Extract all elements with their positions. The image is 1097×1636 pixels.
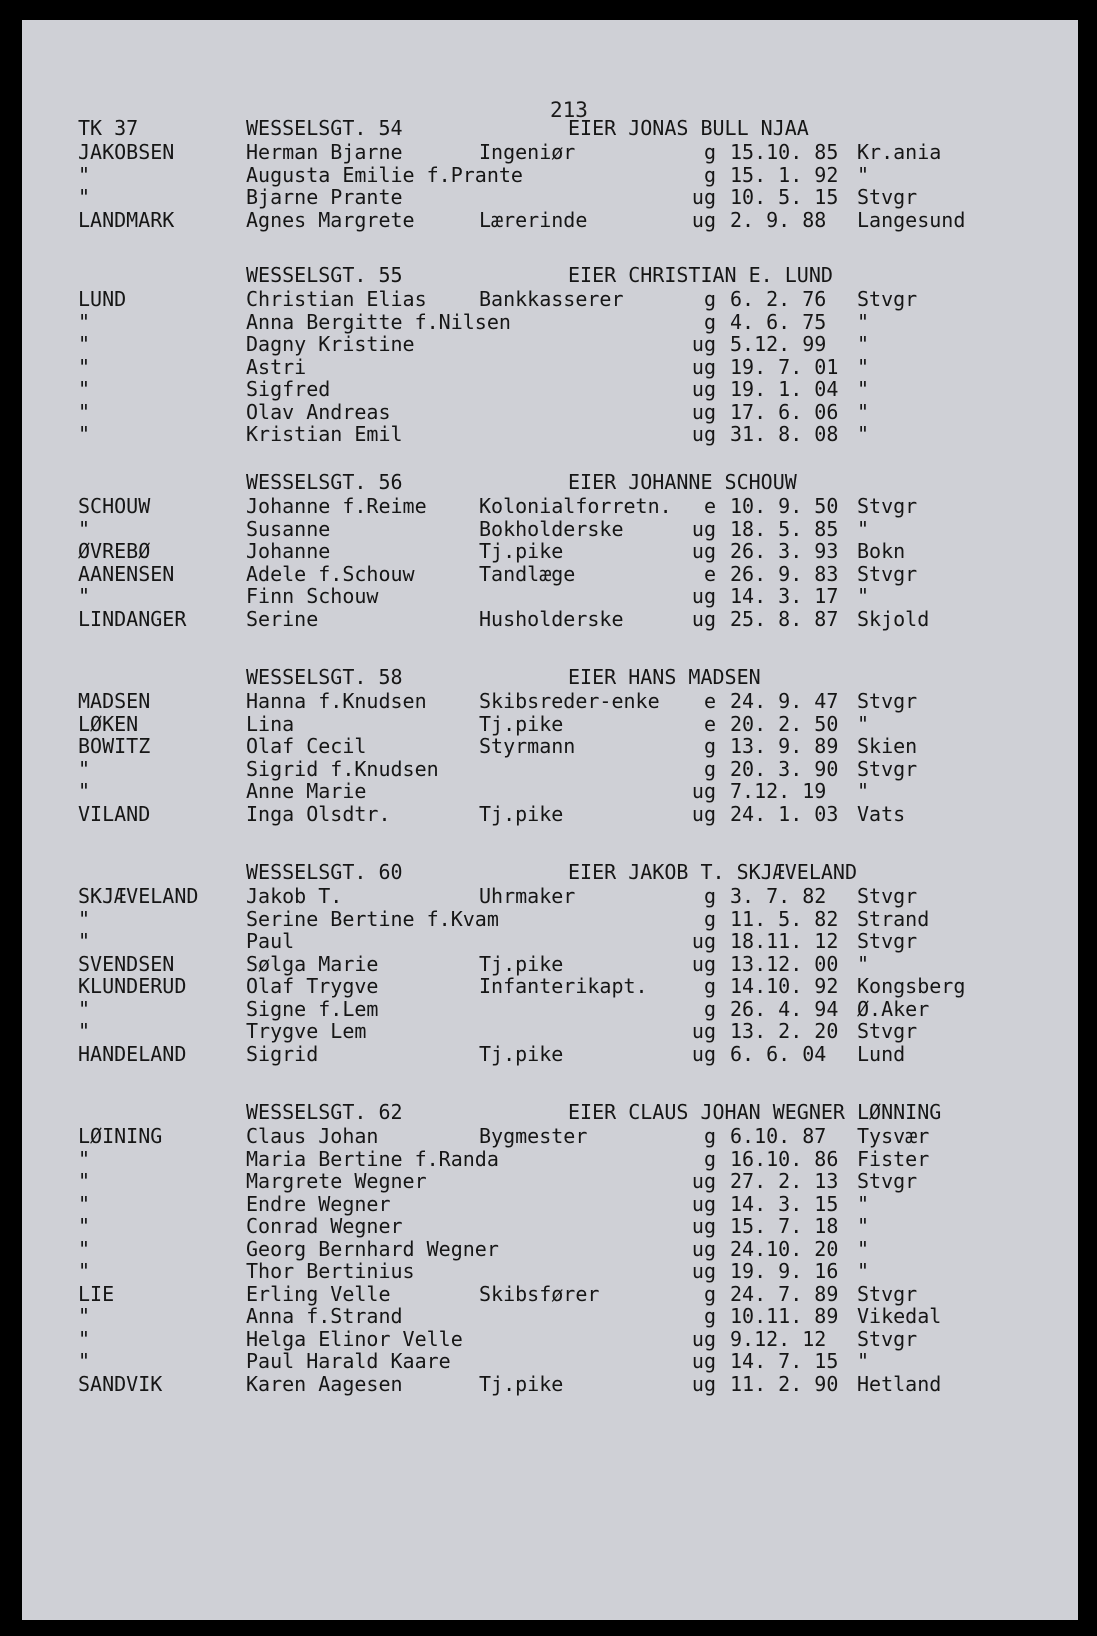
- occupation: Uhrmaker: [479, 884, 576, 908]
- street-header: [22, 263, 1078, 287]
- street-header: [22, 665, 1078, 689]
- surname: ": [78, 1191, 91, 1216]
- occupation: Bygmester: [479, 1124, 588, 1148]
- resident-row: [22, 287, 1078, 311]
- surname: ": [78, 354, 91, 379]
- birth-place: ": [857, 584, 870, 608]
- given-name: Inga Olsdtr.: [246, 801, 391, 826]
- birth-date: 16.10. 86: [730, 1146, 839, 1171]
- birth-date: 6. 6. 04: [730, 1041, 827, 1066]
- birth-date: 14.10. 92: [730, 974, 839, 998]
- occupation: Kolonialforretn.: [479, 494, 672, 518]
- surname: HANDELAND: [78, 1041, 187, 1066]
- birth-place: ": [857, 516, 870, 541]
- birth-place: Vikedal: [857, 1304, 942, 1328]
- surname: ": [78, 756, 91, 781]
- surname: ": [78, 1326, 91, 1351]
- given-name: Bjarne Prante: [246, 185, 403, 209]
- surname: LØINING: [78, 1124, 163, 1148]
- birth-date: 9.12. 12: [730, 1326, 827, 1351]
- given-name: Astri: [246, 354, 307, 379]
- surname: ": [78, 1304, 91, 1328]
- property-owner: EIER CHRISTIAN E. LUND: [568, 263, 833, 287]
- birth-date: 13. 9. 89: [730, 734, 839, 758]
- given-name: Lina: [246, 711, 295, 736]
- street-header: [22, 470, 1078, 494]
- birth-date: 5.12. 99: [730, 332, 827, 356]
- surname: LUND: [78, 287, 127, 311]
- surname: SVENDSEN: [78, 951, 175, 976]
- resident-row: [22, 539, 1078, 563]
- given-name: Sigfred: [246, 377, 331, 401]
- birth-place: ": [857, 309, 870, 334]
- resident-row: [22, 779, 1078, 803]
- occupation: Skibsfører: [479, 1281, 600, 1306]
- given-name: Endre Wegner: [246, 1191, 391, 1216]
- resident-row: [22, 712, 1078, 736]
- given-name: Finn Schouw: [246, 584, 379, 608]
- given-name: Trygve Lem: [246, 1019, 367, 1043]
- birth-date: 7.12. 19: [730, 779, 827, 803]
- birth-place: Ø.Aker: [857, 996, 930, 1021]
- birth-date: 19. 7. 01: [730, 354, 839, 379]
- given-name: Johanne: [246, 539, 331, 563]
- birth-place: ": [857, 951, 870, 976]
- surname: LANDMARK: [78, 207, 175, 232]
- birth-place: ": [857, 1236, 870, 1261]
- street-address: WESSELSGT. 54: [246, 116, 403, 140]
- property-owner: EIER JAKOB T. SKJÆVELAND: [568, 860, 857, 884]
- marital-status: g: [703, 1281, 716, 1306]
- given-name: Anne Marie: [246, 779, 367, 803]
- birth-place: Stvgr: [857, 561, 918, 586]
- birth-date: 25. 8. 87: [730, 606, 839, 631]
- birth-date: 20. 2. 50: [730, 711, 839, 736]
- birth-date: 24. 1. 03: [730, 801, 839, 826]
- birth-date: 20. 3. 90: [730, 756, 839, 781]
- surname: ": [78, 1259, 91, 1283]
- marital-status: ug: [691, 606, 716, 631]
- resident-row: [22, 1304, 1078, 1328]
- birth-place: Bokn: [857, 539, 906, 563]
- given-name: Anna f.Strand: [246, 1304, 403, 1328]
- marital-status: g: [703, 162, 716, 187]
- given-name: Helga Elinor Velle: [246, 1326, 463, 1351]
- street-address: WESSELSGT. 60: [246, 860, 403, 884]
- resident-row: [22, 562, 1078, 586]
- resident-row: [22, 802, 1078, 826]
- birth-date: 6.10. 87: [730, 1124, 827, 1148]
- birth-date: 31. 8. 08: [730, 422, 839, 446]
- birth-place: ": [857, 354, 870, 379]
- given-name: Kristian Emil: [246, 422, 403, 446]
- birth-date: 27. 2. 13: [730, 1169, 839, 1193]
- marital-status: ug: [691, 1349, 716, 1373]
- tk-number: TK 37: [78, 116, 139, 140]
- marital-status: ug: [691, 1326, 716, 1351]
- birth-place: Stvgr: [857, 756, 918, 781]
- given-name: Paul Harald Kaare: [246, 1349, 451, 1373]
- birth-date: 15. 1. 92: [730, 162, 839, 187]
- surname: LINDANGER: [78, 606, 187, 631]
- resident-row: [22, 689, 1078, 713]
- marital-status: e: [703, 494, 716, 518]
- marital-status: g: [703, 309, 716, 334]
- surname: ": [78, 185, 91, 209]
- birth-date: 13.12. 00: [730, 951, 839, 976]
- property-owner: EIER JONAS BULL NJAA: [568, 116, 809, 140]
- given-name: Georg Bernhard Wegner: [246, 1236, 499, 1261]
- birth-place: Lund: [857, 1041, 906, 1066]
- marital-status: ug: [691, 951, 716, 976]
- surname: ": [78, 1146, 91, 1171]
- marital-status: g: [703, 974, 716, 998]
- birth-place: ": [857, 332, 870, 356]
- surname: ": [78, 516, 91, 541]
- surname: BOWITZ: [78, 734, 151, 758]
- birth-date: 6. 2. 76: [730, 287, 827, 311]
- occupation: Bokholderske: [479, 516, 624, 541]
- resident-row: [22, 422, 1078, 446]
- marital-status: ug: [691, 1259, 716, 1283]
- birth-place: ": [857, 1191, 870, 1216]
- resident-row: [22, 185, 1078, 209]
- marital-status: ug: [691, 1371, 716, 1396]
- birth-place: Vats: [857, 801, 906, 826]
- resident-row: [22, 1259, 1078, 1283]
- birth-place: Hetland: [857, 1371, 942, 1396]
- marital-status: e: [703, 711, 716, 736]
- surname: VILAND: [78, 801, 151, 826]
- resident-row: [22, 1019, 1078, 1043]
- birth-place: Stvgr: [857, 1326, 918, 1351]
- marital-status: g: [703, 1124, 716, 1148]
- marital-status: ug: [691, 929, 716, 953]
- given-name: Signe f.Lem: [246, 996, 379, 1021]
- birth-place: Stvgr: [857, 884, 918, 908]
- birth-date: 26. 3. 93: [730, 539, 839, 563]
- marital-status: g: [703, 756, 716, 781]
- occupation: Tandlæge: [479, 561, 576, 586]
- resident-row: [22, 1192, 1078, 1216]
- surname: SCHOUW: [78, 494, 151, 518]
- marital-status: ug: [691, 801, 716, 826]
- given-name: Serine: [246, 606, 319, 631]
- resident-row: [22, 208, 1078, 232]
- marital-status: g: [703, 287, 716, 311]
- given-name: Conrad Wegner: [246, 1214, 403, 1238]
- resident-row: [22, 1042, 1078, 1066]
- given-name: Sølga Marie: [246, 951, 379, 976]
- surname: ": [78, 584, 91, 608]
- birth-place: Skjold: [857, 606, 930, 631]
- street-address: WESSELSGT. 58: [246, 665, 403, 689]
- given-name: Herman Bjarne: [246, 140, 403, 164]
- street-address: WESSELSGT. 62: [246, 1100, 403, 1124]
- birth-place: Skien: [857, 734, 918, 758]
- birth-date: 24.10. 20: [730, 1236, 839, 1261]
- resident-row: [22, 907, 1078, 931]
- given-name: Olav Andreas: [246, 399, 391, 424]
- marital-status: ug: [691, 584, 716, 608]
- surname: ": [78, 162, 91, 187]
- birth-place: Stvgr: [857, 1019, 918, 1043]
- marital-status: g: [703, 884, 716, 908]
- occupation: Husholderske: [479, 606, 624, 631]
- birth-date: 3. 7. 82: [730, 884, 827, 908]
- birth-date: 24. 9. 47: [730, 689, 839, 713]
- birth-place: Stvgr: [857, 689, 918, 713]
- birth-place: Stvgr: [857, 1169, 918, 1193]
- surname: ": [78, 929, 91, 953]
- street-address: WESSELSGT. 56: [246, 470, 403, 494]
- occupation: Lærerinde: [479, 207, 588, 232]
- birth-date: 15.10. 85: [730, 140, 839, 164]
- resident-row: [22, 929, 1078, 953]
- birth-date: 18. 5. 85: [730, 516, 839, 541]
- birth-place: ": [857, 399, 870, 424]
- surname: JAKOBSEN: [78, 140, 175, 164]
- birth-place: Stvgr: [857, 185, 918, 209]
- marital-status: ug: [691, 1214, 716, 1238]
- birth-place: Stvgr: [857, 494, 918, 518]
- resident-row: [22, 1169, 1078, 1193]
- birth-date: 18.11. 12: [730, 929, 839, 953]
- surname: MADSEN: [78, 689, 151, 713]
- given-name: Sigrid f.Knudsen: [246, 756, 439, 781]
- street-header: [22, 860, 1078, 884]
- birth-place: Tysvær: [857, 1124, 930, 1148]
- birth-date: 19. 9. 16: [730, 1259, 839, 1283]
- property-owner: EIER JOHANNE SCHOUW: [568, 470, 797, 494]
- surname: ": [78, 309, 91, 334]
- property-owner: EIER HANS MADSEN: [568, 665, 761, 689]
- surname: ": [78, 1349, 91, 1373]
- birth-date: 11. 5. 82: [730, 906, 839, 931]
- occupation: Tj.pike: [479, 539, 564, 563]
- resident-row: [22, 163, 1078, 187]
- marital-status: e: [703, 689, 716, 713]
- document-page: [22, 20, 1078, 1620]
- resident-row: [22, 734, 1078, 758]
- occupation: Tj.pike: [479, 1041, 564, 1066]
- birth-date: 26. 4. 94: [730, 996, 839, 1021]
- resident-row: [22, 974, 1078, 998]
- surname: ": [78, 1214, 91, 1238]
- birth-place: ": [857, 1214, 870, 1238]
- given-name: Hanna f.Knudsen: [246, 689, 427, 713]
- occupation: Tj.pike: [479, 711, 564, 736]
- birth-place: Stvgr: [857, 1281, 918, 1306]
- marital-status: ug: [691, 399, 716, 424]
- surname: ": [78, 399, 91, 424]
- birth-place: Kongsberg: [857, 974, 966, 998]
- occupation: Bankkasserer: [479, 287, 624, 311]
- page-number: 213: [550, 98, 588, 122]
- resident-row: [22, 377, 1078, 401]
- birth-place: ": [857, 162, 870, 187]
- marital-status: ug: [691, 1169, 716, 1193]
- occupation: Tj.pike: [479, 1371, 564, 1396]
- resident-row: [22, 140, 1078, 164]
- given-name: Maria Bertine f.Randa: [246, 1146, 499, 1171]
- surname: ": [78, 422, 91, 446]
- marital-status: ug: [691, 1019, 716, 1043]
- marital-status: ug: [691, 332, 716, 356]
- surname: ØVREBØ: [78, 539, 151, 563]
- surname: AANENSEN: [78, 561, 175, 586]
- marital-status: ug: [691, 354, 716, 379]
- given-name: Dagny Kristine: [246, 332, 415, 356]
- given-name: Paul: [246, 929, 295, 953]
- given-name: Margrete Wegner: [246, 1169, 427, 1193]
- birth-date: 4. 6. 75: [730, 309, 827, 334]
- resident-row: [22, 1349, 1078, 1373]
- surname: ": [78, 1236, 91, 1261]
- resident-row: [22, 884, 1078, 908]
- marital-status: e: [703, 561, 716, 586]
- resident-row: [22, 757, 1078, 781]
- resident-row: [22, 1147, 1078, 1171]
- surname: SANDVIK: [78, 1371, 163, 1396]
- surname: LIE: [78, 1281, 115, 1306]
- resident-row: [22, 310, 1078, 334]
- surname: ": [78, 906, 91, 931]
- given-name: Augusta Emilie f.Prante: [246, 162, 523, 187]
- birth-place: Langesund: [857, 207, 966, 232]
- resident-row: [22, 952, 1078, 976]
- given-name: Anna Bergitte f.Nilsen: [246, 309, 511, 334]
- resident-row: [22, 332, 1078, 356]
- marital-status: g: [703, 1304, 716, 1328]
- resident-row: [22, 1372, 1078, 1396]
- birth-date: 10. 9. 50: [730, 494, 839, 518]
- birth-date: 14. 3. 17: [730, 584, 839, 608]
- marital-status: g: [703, 996, 716, 1021]
- given-name: Thor Bertinius: [246, 1259, 415, 1283]
- birth-date: 26. 9. 83: [730, 561, 839, 586]
- occupation: Tj.pike: [479, 951, 564, 976]
- surname: ": [78, 779, 91, 803]
- given-name: Adele f.Schouw: [246, 561, 415, 586]
- birth-place: Stvgr: [857, 929, 918, 953]
- given-name: Claus Johan: [246, 1124, 379, 1148]
- birth-date: 14. 7. 15: [730, 1349, 839, 1373]
- given-name: Johanne f.Reime: [246, 494, 427, 518]
- surname: ": [78, 1019, 91, 1043]
- marital-status: g: [703, 906, 716, 931]
- resident-row: [22, 584, 1078, 608]
- given-name: Jakob T.: [246, 884, 343, 908]
- birth-date: 10.11. 89: [730, 1304, 839, 1328]
- marital-status: ug: [691, 377, 716, 401]
- birth-date: 11. 2. 90: [730, 1371, 839, 1396]
- birth-place: ": [857, 1349, 870, 1373]
- property-owner: EIER CLAUS JOHAN WEGNER LØNNING: [568, 1100, 942, 1124]
- marital-status: g: [703, 734, 716, 758]
- surname: ": [78, 1169, 91, 1193]
- birth-place: ": [857, 711, 870, 736]
- surname: ": [78, 377, 91, 401]
- resident-row: [22, 355, 1078, 379]
- given-name: Agnes Margrete: [246, 207, 415, 232]
- occupation: Infanterikapt.: [479, 974, 648, 998]
- birth-date: 19. 1. 04: [730, 377, 839, 401]
- birth-date: 15. 7. 18: [730, 1214, 839, 1238]
- given-name: Christian Elias: [246, 287, 427, 311]
- resident-row: [22, 1214, 1078, 1238]
- occupation: Skibsreder-enke: [479, 689, 660, 713]
- marital-status: ug: [691, 422, 716, 446]
- given-name: Olaf Trygve: [246, 974, 379, 998]
- marital-status: ug: [691, 516, 716, 541]
- occupation: Tj.pike: [479, 801, 564, 826]
- marital-status: ug: [691, 1191, 716, 1216]
- resident-row: [22, 607, 1078, 631]
- marital-status: ug: [691, 185, 716, 209]
- birth-place: ": [857, 422, 870, 446]
- occupation: Ingeniør: [479, 140, 576, 164]
- given-name: Susanne: [246, 516, 331, 541]
- birth-place: Fister: [857, 1146, 930, 1171]
- given-name: Karen Aagesen: [246, 1371, 403, 1396]
- birth-place: Kr.ania: [857, 140, 942, 164]
- birth-date: 24. 7. 89: [730, 1281, 839, 1306]
- birth-date: 13. 2. 20: [730, 1019, 839, 1043]
- resident-row: [22, 400, 1078, 424]
- birth-date: 17. 6. 06: [730, 399, 839, 424]
- given-name: Erling Velle: [246, 1281, 391, 1306]
- birth-place: ": [857, 377, 870, 401]
- resident-row: [22, 494, 1078, 518]
- marital-status: g: [703, 1146, 716, 1171]
- resident-row: [22, 1124, 1078, 1148]
- given-name: Serine Bertine f.Kvam: [246, 906, 499, 931]
- birth-place: Strand: [857, 906, 930, 931]
- marital-status: ug: [691, 1236, 716, 1261]
- surname: SKJÆVELAND: [78, 884, 199, 908]
- street-address: WESSELSGT. 55: [246, 263, 403, 287]
- marital-status: ug: [691, 779, 716, 803]
- resident-row: [22, 517, 1078, 541]
- birth-date: 14. 3. 15: [730, 1191, 839, 1216]
- birth-date: 2. 9. 88: [730, 207, 827, 232]
- given-name: Olaf Cecil: [246, 734, 367, 758]
- resident-row: [22, 1282, 1078, 1306]
- surname: ": [78, 332, 91, 356]
- surname: KLUNDERUD: [78, 974, 187, 998]
- marital-status: g: [703, 140, 716, 164]
- resident-row: [22, 997, 1078, 1021]
- surname: ": [78, 996, 91, 1021]
- street-header: [22, 116, 1078, 140]
- marital-status: ug: [691, 1041, 716, 1066]
- resident-row: [22, 1327, 1078, 1351]
- surname: LØKEN: [78, 711, 139, 736]
- birth-place: ": [857, 1259, 870, 1283]
- marital-status: ug: [691, 539, 716, 563]
- given-name: Sigrid: [246, 1041, 319, 1066]
- resident-row: [22, 1237, 1078, 1261]
- marital-status: ug: [691, 207, 716, 232]
- birth-date: 10. 5. 15: [730, 185, 839, 209]
- birth-place: Stvgr: [857, 287, 918, 311]
- birth-place: ": [857, 779, 870, 803]
- street-header: [22, 1100, 1078, 1124]
- occupation: Styrmann: [479, 734, 576, 758]
